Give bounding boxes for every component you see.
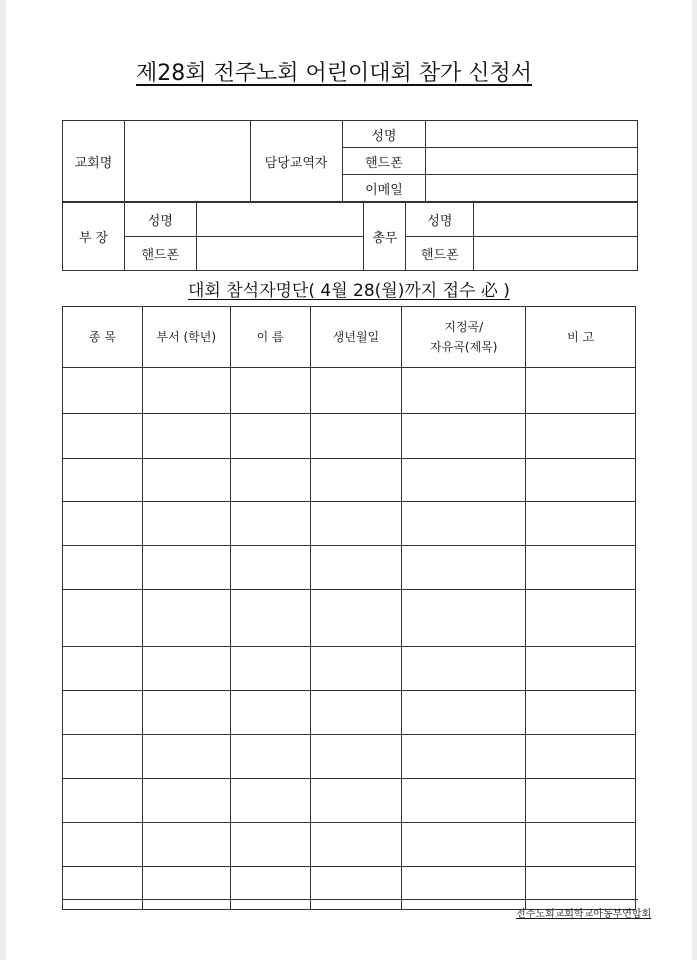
table-cell[interactable] [402, 779, 526, 823]
treasurer-phone-field[interactable] [474, 237, 638, 271]
teacher-label: 담당교역자 [250, 121, 342, 202]
table-cell[interactable] [310, 779, 402, 823]
table-row [63, 823, 636, 867]
church-info-table [62, 120, 638, 202]
table-cell[interactable] [526, 590, 636, 647]
table-row [63, 647, 636, 691]
table-cell[interactable] [310, 647, 402, 691]
dept-head-label: 부 장 [63, 203, 125, 271]
table-cell[interactable] [526, 867, 636, 910]
page-edge-left [0, 0, 6, 960]
table-cell[interactable] [402, 590, 526, 647]
teacher-phone-label: 핸드폰 [342, 148, 426, 175]
table-cell[interactable] [310, 546, 402, 590]
table-cell[interactable] [63, 779, 143, 823]
table-cell[interactable] [142, 590, 230, 647]
table-cell[interactable] [63, 647, 143, 691]
table-cell[interactable] [142, 867, 230, 910]
table-cell[interactable] [402, 368, 526, 414]
table-row [63, 590, 636, 647]
footer-organization: 전주노회교회학교아동부연합회 [516, 909, 652, 920]
table-cell[interactable] [310, 368, 402, 414]
table-cell[interactable] [310, 414, 402, 459]
table-cell[interactable] [402, 459, 526, 502]
col-birthdate: 생년월일 [310, 307, 402, 368]
treasurer-name-field[interactable] [474, 203, 638, 237]
dept-head-phone-field[interactable] [196, 237, 364, 271]
table-cell[interactable] [310, 691, 402, 735]
page-edge-right [692, 0, 697, 960]
table-cell[interactable] [526, 502, 636, 546]
table-cell[interactable] [310, 502, 402, 546]
table-row [63, 459, 636, 502]
table-row [63, 546, 636, 590]
table-cell[interactable] [142, 779, 230, 823]
table-cell[interactable] [230, 867, 310, 910]
table-cell[interactable] [230, 823, 310, 867]
table-cell[interactable] [526, 735, 636, 779]
table-cell[interactable] [402, 823, 526, 867]
treasurer-label: 총무 [364, 203, 406, 271]
table-cell[interactable] [63, 691, 143, 735]
table-cell[interactable] [142, 502, 230, 546]
table-cell[interactable] [142, 368, 230, 414]
table-cell[interactable] [63, 546, 143, 590]
table-cell[interactable] [310, 590, 402, 647]
table-cell[interactable] [142, 823, 230, 867]
table-cell[interactable] [526, 546, 636, 590]
col-song-line2: 자유곡(제목) [430, 340, 498, 354]
table-cell[interactable] [402, 414, 526, 459]
table-cell[interactable] [526, 414, 636, 459]
table-cell[interactable] [526, 368, 636, 414]
table-row [63, 691, 636, 735]
table-cell[interactable] [142, 546, 230, 590]
table-cell[interactable] [526, 779, 636, 823]
teacher-name-label: 성명 [342, 121, 426, 148]
col-event: 종 목 [63, 307, 143, 368]
table-cell[interactable] [230, 735, 310, 779]
table-row [63, 502, 636, 546]
teacher-email-label: 이메일 [342, 175, 426, 202]
table-row [63, 368, 636, 414]
table-cell[interactable] [310, 823, 402, 867]
table-cell[interactable] [142, 735, 230, 779]
table-cell[interactable] [230, 779, 310, 823]
table-cell[interactable] [63, 823, 143, 867]
table-cell[interactable] [230, 590, 310, 647]
treasurer-name-label: 성명 [406, 203, 474, 237]
table-cell[interactable] [526, 459, 636, 502]
table-cell[interactable] [526, 647, 636, 691]
table-row [63, 779, 636, 823]
document-title: 제28회 전주노회 어린이대회 참가 신청서 [136, 61, 532, 86]
table-cell[interactable] [230, 502, 310, 546]
table-cell[interactable] [402, 735, 526, 779]
dept-head-phone-label: 핸드폰 [124, 237, 196, 271]
teacher-phone-field[interactable] [426, 148, 638, 175]
staff-info-table [62, 202, 638, 271]
table-cell[interactable] [63, 502, 143, 546]
table-cell[interactable] [230, 414, 310, 459]
bottom-rule [62, 899, 638, 900]
table-row [63, 867, 636, 910]
roster-table [62, 306, 636, 910]
dept-head-name-field[interactable] [196, 203, 364, 237]
table-cell[interactable] [230, 691, 310, 735]
table-cell[interactable] [310, 867, 402, 910]
table-cell[interactable] [230, 368, 310, 414]
col-department: 부서 (학년) [142, 307, 230, 368]
table-cell[interactable] [142, 414, 230, 459]
table-cell[interactable] [230, 546, 310, 590]
col-song [402, 307, 526, 368]
table-cell[interactable] [526, 691, 636, 735]
col-song-line1: 지정곡/ [444, 320, 484, 334]
table-cell[interactable] [402, 867, 526, 910]
col-remarks: 비 고 [526, 307, 636, 368]
teacher-name-field[interactable] [426, 121, 638, 148]
table-cell[interactable] [63, 414, 143, 459]
table-cell[interactable] [402, 546, 526, 590]
dept-head-name-label: 성명 [124, 203, 196, 237]
table-cell[interactable] [142, 691, 230, 735]
table-cell[interactable] [402, 502, 526, 546]
table-row [63, 414, 636, 459]
table-cell[interactable] [63, 867, 143, 910]
table-cell[interactable] [63, 735, 143, 779]
church-name-field[interactable] [124, 121, 250, 202]
table-cell[interactable] [142, 459, 230, 502]
table-cell[interactable] [310, 459, 402, 502]
table-cell[interactable] [310, 735, 402, 779]
table-cell[interactable] [142, 647, 230, 691]
table-row [63, 735, 636, 779]
table-cell[interactable] [526, 823, 636, 867]
table-cell[interactable] [63, 459, 143, 502]
table-cell[interactable] [402, 691, 526, 735]
table-cell[interactable] [63, 368, 143, 414]
table-cell[interactable] [230, 459, 310, 502]
table-cell[interactable] [402, 647, 526, 691]
church-name-label: 교회명 [63, 121, 125, 202]
roster-title: 대회 참석자명단( 4월 28(월)까지 접수 必 ) [188, 281, 510, 301]
treasurer-phone-label: 핸드폰 [406, 237, 474, 271]
table-cell[interactable] [230, 647, 310, 691]
col-name: 이 름 [230, 307, 310, 368]
teacher-email-field[interactable] [426, 175, 638, 202]
table-cell[interactable] [63, 590, 143, 647]
